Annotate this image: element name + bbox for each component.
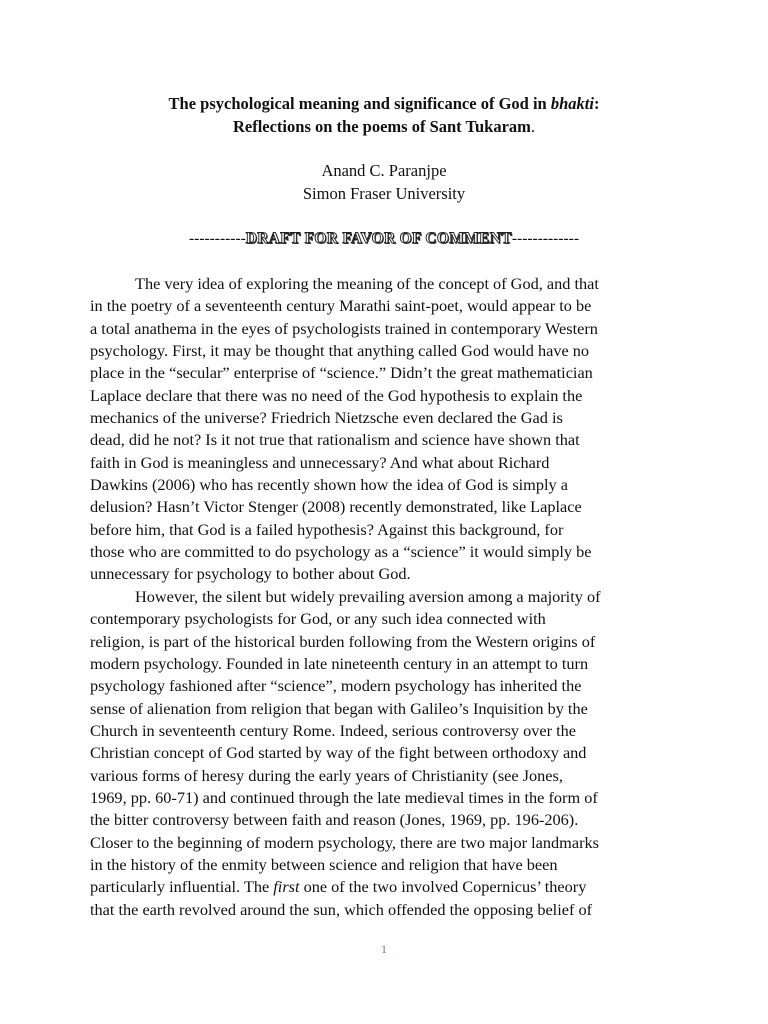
text-line: sense of alienation from religion that began with Galileo’s Inquisition by the: [90, 698, 588, 718]
text-line: modern psychology. Founded in late nineteenth century in an attempt to turn: [90, 653, 589, 673]
first-emphasis: first: [273, 877, 300, 897]
title-emphasis: bhakti: [550, 94, 594, 113]
page-number: 1: [381, 942, 387, 956]
text-line: unnecessary for psychology to bother about God.: [90, 564, 411, 584]
text-line: religion, is part of the historical burden following from the Western origins of: [90, 631, 596, 651]
text-line: 1969, pp. 60-71) and continued through the late medieval times in the form of: [90, 787, 598, 807]
author-name: Anand C. Paranjpe: [321, 161, 447, 180]
draft-label: DRAFT FOR FAVOR OF COMMENT: [245, 230, 512, 247]
text-line: that the earth revolved around the sun, which offended the opposing belief of: [90, 899, 593, 919]
text-line: the bitter controversy between faith and reason (Jones, 1969, pp. 196-206).: [90, 810, 579, 830]
title-line-1: The psychological meaning and significance of God in bhakti:: [168, 94, 600, 113]
text-line: delusion? Hasn’t Victor Stenger (2008) recently demonstrated, like Laplace: [90, 497, 582, 517]
text-line: Closer to the beginning of modern psychology, there are two major landmarks: [90, 832, 599, 852]
text-line: faith in God is meaningless and unnecessary? And what about Richard: [90, 452, 550, 472]
text-line: mechanics of the universe? Friedrich Nietzsche even declared the Gad is: [90, 408, 563, 428]
draft-dashes-left: -----------: [189, 230, 246, 247]
text-line: Christian concept of God started by way of the fight between orthodoxy and: [90, 743, 587, 763]
draft-dashes-right: -------------: [511, 230, 579, 247]
text-line: Dawkins (2006) who has recently shown how the idea of God is simply a: [90, 475, 568, 495]
title-line-2: Reflections on the poems of Sant Tukaram.: [232, 117, 536, 136]
text-line: psychology fashioned after “science”, modern psychology has inherited the: [90, 676, 582, 696]
text-line: dead, did he not? Is it not true that rationalism and science have shown that: [90, 430, 580, 450]
text-line: Laplace declare that there was no need of the God hypothesis to explain the: [90, 385, 583, 405]
text-line: Church in seventeenth century Rome. Indeed, serious controversy over the: [90, 720, 577, 740]
text-line: in the poetry of a seventeenth century Marathi saint-poet, would appear to be: [90, 296, 592, 316]
text-line: contemporary psychologists for God, or any such idea connected with: [90, 609, 546, 629]
document-body: [90, 273, 650, 921]
text-line: a total anathema in the eyes of psychologists trained in contemporary Western: [90, 318, 598, 338]
text-line: psychology. First, it may be thought that anything called God would have no: [90, 341, 590, 361]
text-line: However, the silent but widely prevailing aversion among a majority of: [135, 586, 601, 606]
text-line: place in the “secular” enterprise of “science.” Didn’t the great mathematician: [90, 363, 593, 383]
text-line: before him, that God is a failed hypothesis? Against this background, for: [90, 519, 564, 539]
paragraph-1: [90, 273, 650, 586]
text-line: various forms of heresy during the early years of Christianity (see Jones,: [90, 765, 563, 785]
text-line: particularly influential. The first one of the two involved Copernicus’ theory: [90, 877, 587, 897]
document-title: [0, 92, 768, 138]
text-line: in the history of the enmity between science and religion that have been: [90, 854, 558, 874]
paragraph-2: [90, 586, 650, 921]
draft-notice: [0, 228, 768, 250]
text-line: those who are committed to do psychology as a “science” it would simply be: [90, 542, 592, 562]
author-block: [0, 159, 768, 205]
text-line: The very idea of exploring the meaning of the concept of God, and that: [135, 274, 599, 293]
author-affiliation: Simon Fraser University: [302, 184, 466, 203]
